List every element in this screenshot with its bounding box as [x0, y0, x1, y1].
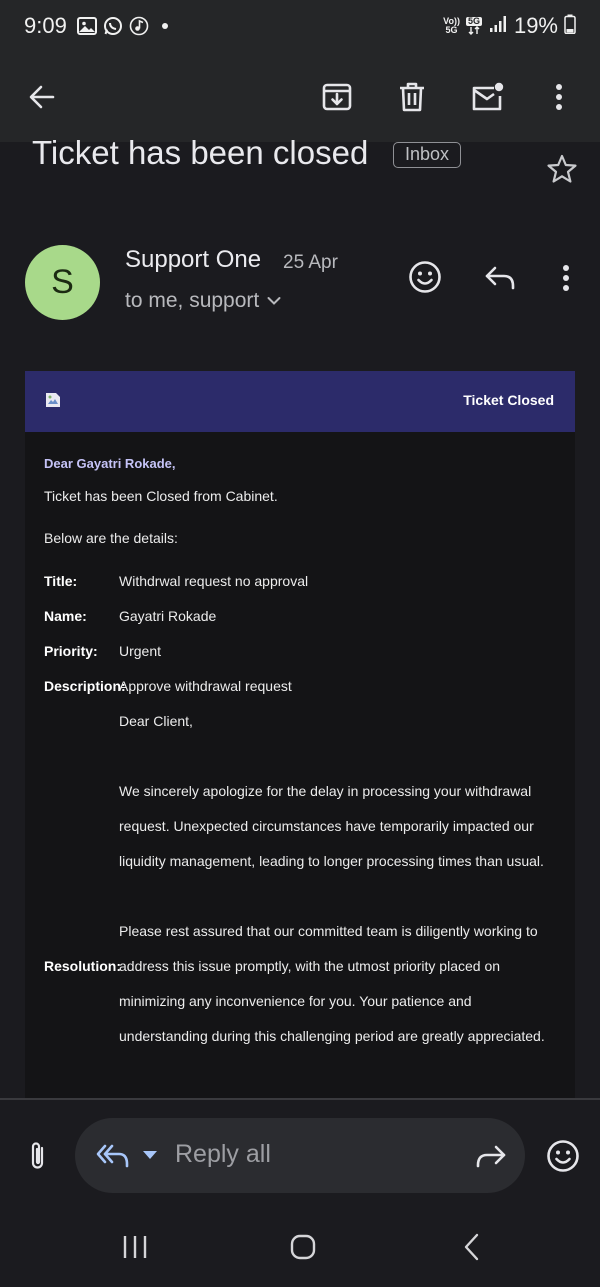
signal-icon [488, 14, 508, 39]
5g-icon [466, 17, 482, 35]
intro-text: Ticket has been Closed from Cabinet. [44, 488, 278, 504]
sender-name[interactable]: Support One [125, 246, 262, 273]
caret-down-icon [142, 1150, 158, 1160]
inbox-label-chip[interactable]: Inbox [393, 142, 461, 168]
attach-button[interactable] [20, 1138, 56, 1174]
priority-label: Priority: [44, 643, 98, 659]
5g-label: 5G [467, 16, 480, 26]
more-options-button[interactable] [534, 72, 584, 122]
email-subject: Ticket has been closed [32, 134, 369, 171]
recent-apps-button[interactable] [118, 1232, 152, 1262]
reply-icon [484, 265, 516, 291]
archive-icon [322, 82, 352, 112]
resolution-line: We sincerely apologize for the delay in processing your withdrawal [119, 783, 532, 799]
sender-avatar[interactable]: S [25, 245, 100, 320]
home-button[interactable] [286, 1232, 320, 1262]
email-body [25, 432, 575, 1098]
reply-all-label: Reply all [175, 1140, 271, 1168]
bottom-reaction-button[interactable] [544, 1137, 582, 1175]
title-value: Withdrwal request no approval [119, 573, 309, 589]
details-intro: Below are the details: [44, 530, 178, 546]
status-bar [0, 0, 600, 52]
email-banner [25, 371, 575, 432]
email-date: 25 Apr [283, 252, 338, 273]
emoji-icon [546, 1139, 580, 1173]
battery-percent: 19% [513, 13, 558, 38]
mark-unread-button[interactable] [462, 72, 512, 122]
resolution-line: liquidity management, leading to longer processing times than usual. [119, 853, 544, 869]
paperclip-icon [28, 1140, 48, 1172]
back-chevron-icon [462, 1232, 482, 1262]
mark-unread-icon [470, 82, 504, 112]
recipients-toggle[interactable] [125, 289, 281, 313]
volte-icon [443, 17, 460, 35]
reply-all-bar[interactable] [75, 1118, 525, 1193]
email-toolbar [0, 52, 600, 142]
star-button[interactable] [543, 150, 581, 188]
reply-all-button[interactable] [95, 1140, 131, 1172]
description-label: Description: [44, 678, 126, 694]
back-button[interactable] [17, 72, 67, 122]
resolution-line: Please rest assured that our committed team is diligently working to [119, 923, 538, 939]
status-system-icons [443, 13, 576, 39]
subject-row [0, 134, 600, 212]
chevron-down-icon [267, 296, 281, 306]
volte-label-top: Vo)) [443, 16, 460, 26]
priority-value: Urgent [119, 643, 162, 659]
star-icon [546, 153, 578, 185]
reply-button[interactable] [480, 258, 520, 298]
volte-label-bottom: 5G [445, 25, 458, 35]
music-icon [129, 16, 149, 36]
delete-icon [398, 82, 426, 112]
resolution-line: address this issue promptly, with the utmost priority placed on [119, 958, 501, 974]
resolution-line: Dear Client, [119, 713, 193, 729]
system-back-button[interactable] [455, 1230, 489, 1264]
emoji-icon [408, 260, 442, 294]
name-value: Gayatri Rokade [119, 608, 217, 624]
recipients-text: to me, support [125, 289, 260, 312]
name-label: Name: [44, 608, 87, 624]
more-vert-icon [562, 264, 570, 292]
message-more-button[interactable] [548, 258, 584, 298]
resolution-line: understanding during this challenging period are greatly appreciated. [119, 1028, 545, 1044]
banner-title: Ticket Closed [463, 392, 554, 408]
status-notification-icons [77, 16, 175, 36]
gallery-icon [77, 16, 97, 36]
forward-icon [475, 1143, 507, 1169]
title-label: Title: [44, 573, 78, 589]
forward-button[interactable] [473, 1140, 509, 1172]
broken-image-icon [45, 392, 61, 408]
reply-all-icon [95, 1142, 131, 1170]
more-vert-icon [555, 83, 563, 111]
recent-apps-icon [121, 1234, 149, 1260]
description-value: Approve withdrawal request [119, 678, 292, 694]
resolution-line: minimizing any inconvenience for you. Your patience and [119, 993, 472, 1009]
battery-icon [564, 14, 576, 39]
delete-button[interactable] [387, 72, 437, 122]
add-reaction-button[interactable] [404, 256, 446, 298]
status-time: 9:09 [24, 13, 67, 38]
reply-type-dropdown[interactable] [141, 1148, 159, 1162]
whatsapp-icon [103, 16, 123, 36]
greeting: Dear Gayatri Rokade, [44, 456, 176, 471]
home-icon [289, 1234, 317, 1260]
archive-button[interactable] [312, 72, 362, 122]
resolution-line: request. Unexpected circumstances have temporarily impacted our [119, 818, 534, 834]
back-arrow-icon [28, 83, 56, 111]
resolution-label: Resolution: [44, 958, 121, 974]
dot-icon [155, 16, 175, 36]
